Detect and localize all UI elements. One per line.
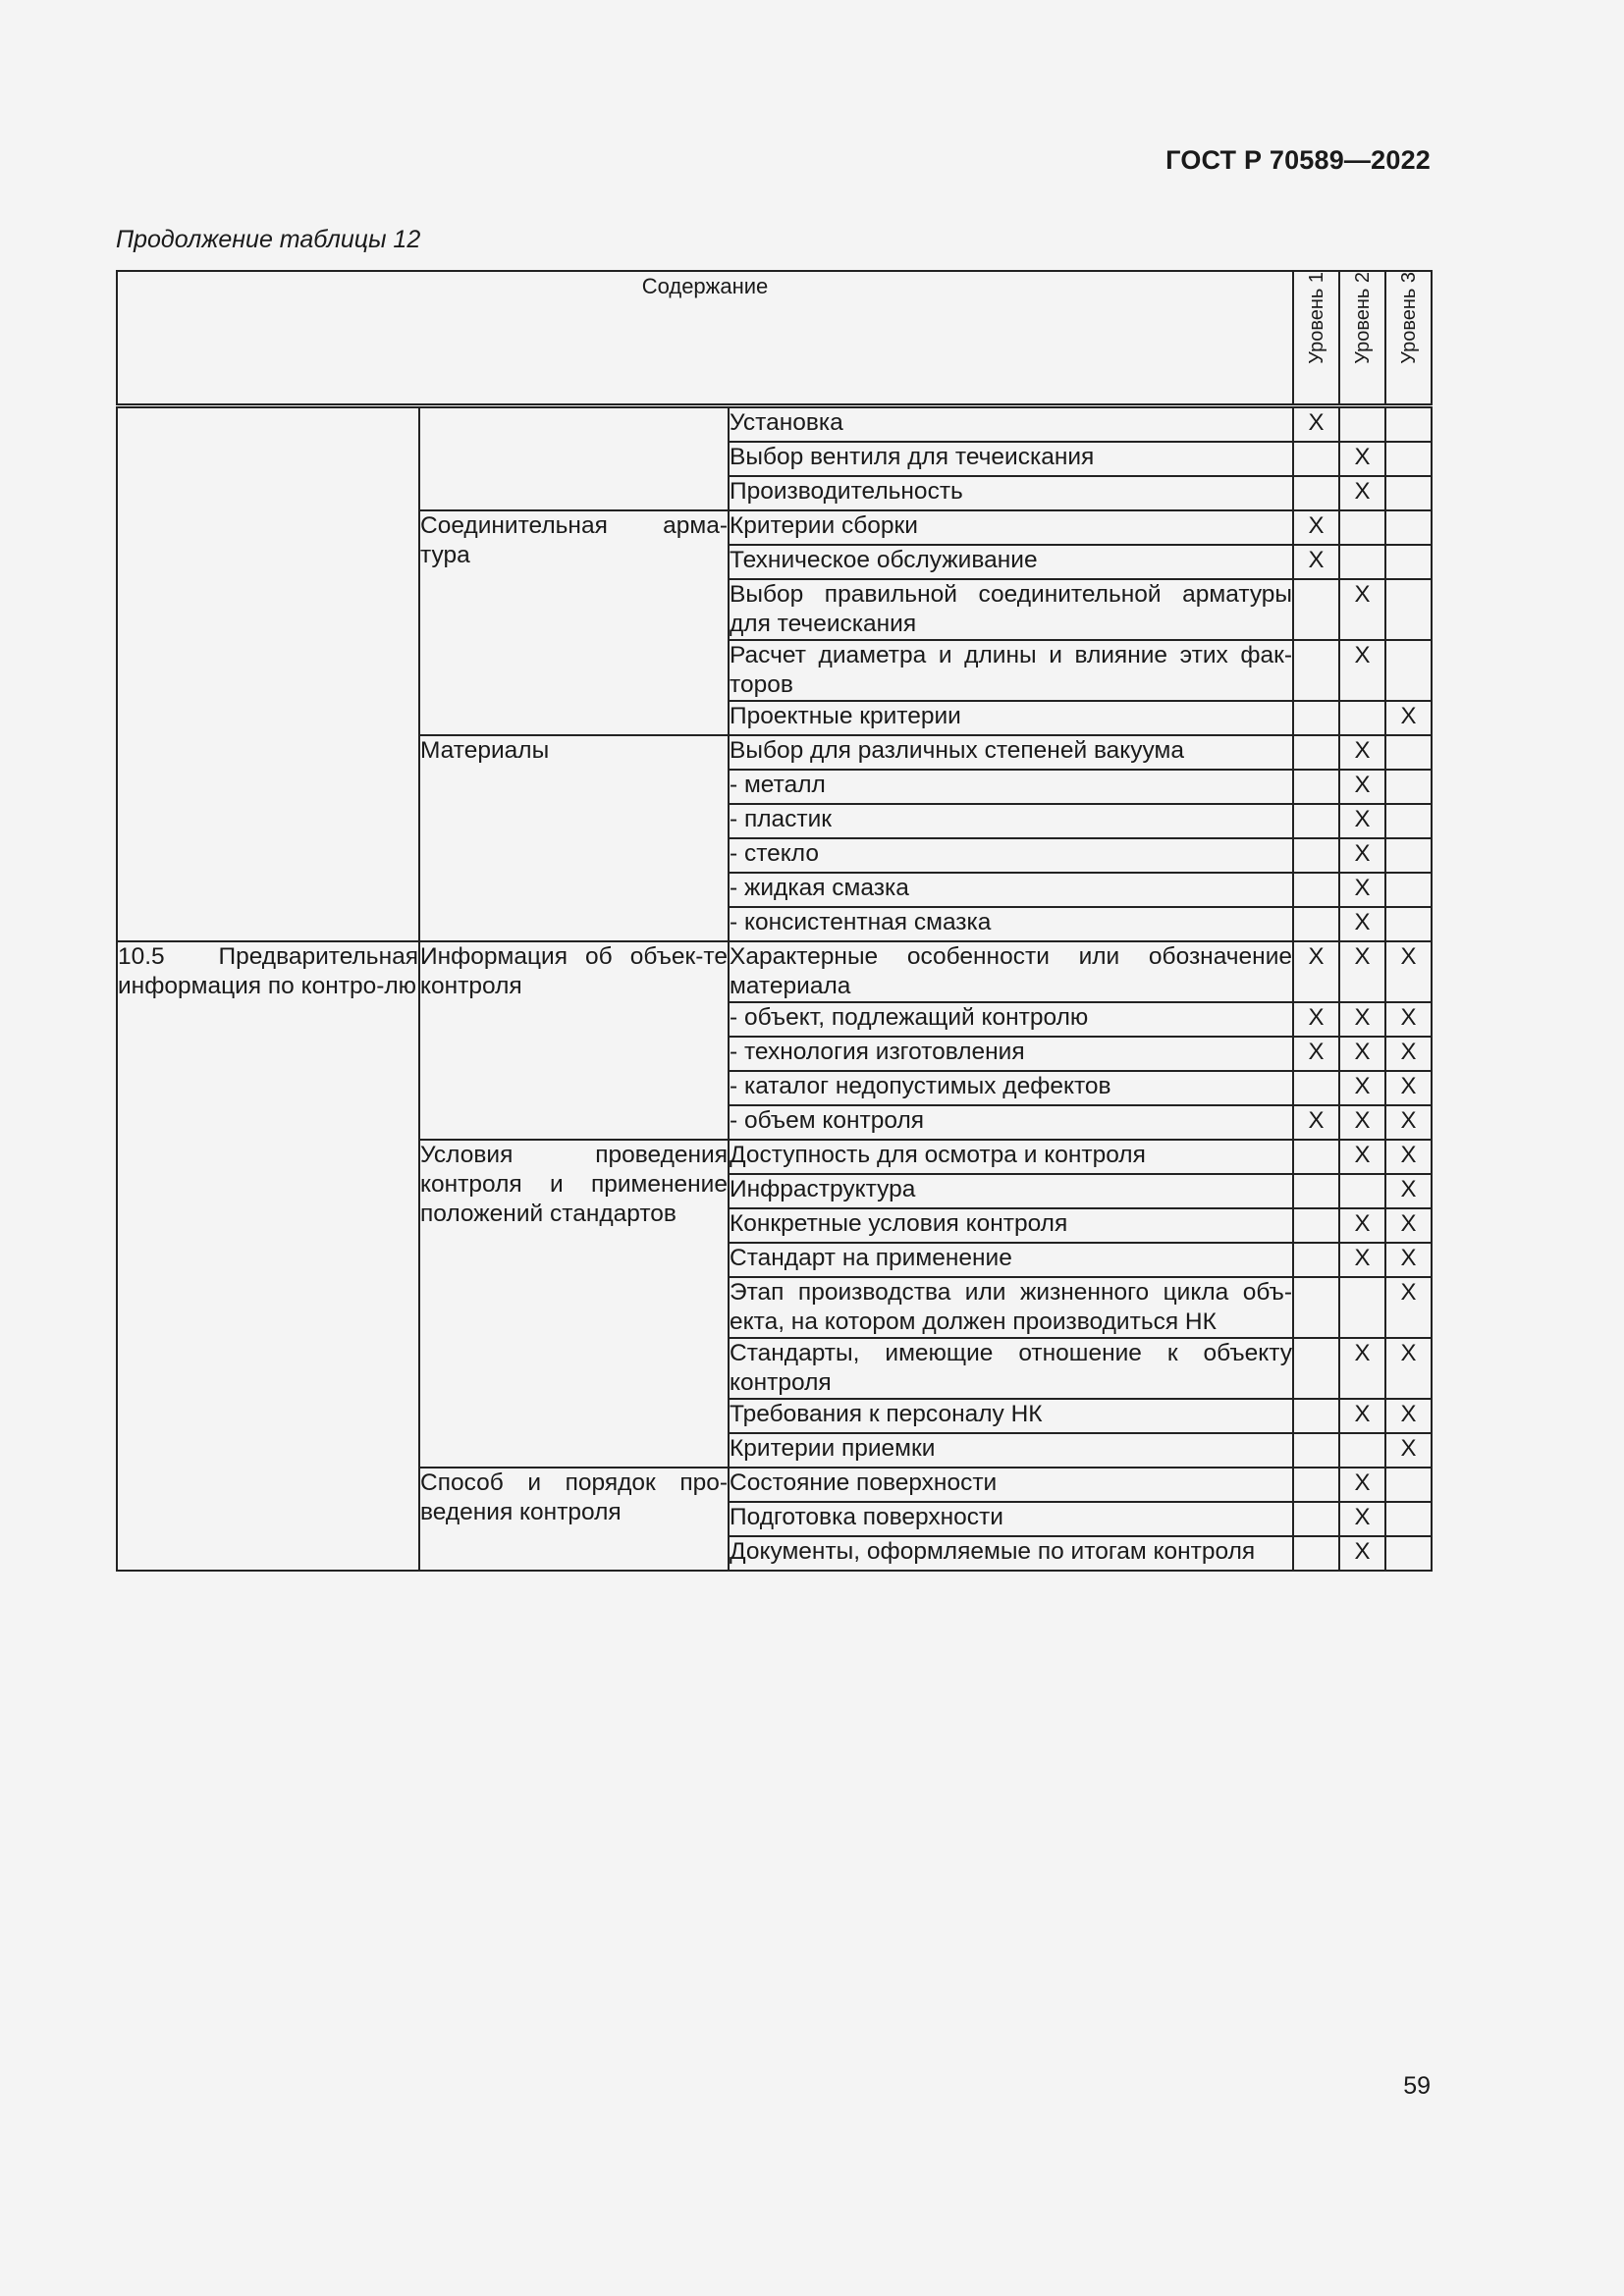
level-2-mark: X: [1339, 1037, 1385, 1071]
table-row: [117, 941, 1432, 1002]
item-cell: Критерии приемки: [729, 1433, 1293, 1468]
level-3-mark: [1385, 545, 1432, 579]
level-2-mark: [1339, 406, 1385, 443]
level-1-mark: [1293, 735, 1339, 770]
item-cell: Стандарты, имеющие отношение к объекту контроля: [729, 1338, 1293, 1399]
level-2-mark: X: [1339, 1105, 1385, 1140]
level-2-mark: X: [1339, 442, 1385, 476]
section-cell: 10.5 Предварительная информация по контро-лю: [117, 941, 419, 1571]
level-2-mark: [1339, 701, 1385, 735]
level-3-mark: X: [1385, 1433, 1432, 1468]
level-2-mark: X: [1339, 735, 1385, 770]
level-2-mark: X: [1339, 1002, 1385, 1037]
item-cell: Выбор для различных степеней вакуума: [729, 735, 1293, 770]
level-1-mark: X: [1293, 1002, 1339, 1037]
level-1-mark: X: [1293, 1105, 1339, 1140]
level-1-mark: [1293, 1140, 1339, 1174]
level-3-mark: X: [1385, 941, 1432, 1002]
level-1-mark: [1293, 838, 1339, 873]
level-3-mark: [1385, 640, 1432, 701]
level-3-mark: X: [1385, 1338, 1432, 1399]
content-table: [116, 270, 1433, 1572]
item-cell: Критерии сборки: [729, 510, 1293, 545]
item-cell: - стекло: [729, 838, 1293, 873]
level-3-mark: X: [1385, 1277, 1432, 1338]
item-cell: Подготовка поверхности: [729, 1502, 1293, 1536]
level-2-mark: [1339, 545, 1385, 579]
level-2-mark: X: [1339, 907, 1385, 941]
level-2-mark: [1339, 510, 1385, 545]
level-3-mark: X: [1385, 1140, 1432, 1174]
item-cell: Требования к персоналу НК: [729, 1399, 1293, 1433]
level-2-mark: X: [1339, 1208, 1385, 1243]
level-1-mark: X: [1293, 1037, 1339, 1071]
level-1-mark: [1293, 770, 1339, 804]
level-1-mark: [1293, 1468, 1339, 1502]
level-2-mark: [1339, 1174, 1385, 1208]
subsection-cell: Условия проведения контроля и применение положений стандартов: [419, 1140, 729, 1468]
level-3-mark: [1385, 579, 1432, 640]
item-cell: Техническое обслуживание: [729, 545, 1293, 579]
level-3-mark: X: [1385, 1243, 1432, 1277]
level-1-mark: [1293, 1174, 1339, 1208]
level-3-mark: [1385, 838, 1432, 873]
item-cell: - технология изготовления: [729, 1037, 1293, 1071]
level-3-mark: X: [1385, 1037, 1432, 1071]
level-1-mark: [1293, 1399, 1339, 1433]
item-cell: Состояние поверхности: [729, 1468, 1293, 1502]
level-3-mark: X: [1385, 1071, 1432, 1105]
level-2-mark: X: [1339, 1243, 1385, 1277]
level-2-mark: X: [1339, 640, 1385, 701]
level-1-mark: [1293, 873, 1339, 907]
header-content: Содержание: [117, 271, 1293, 406]
subsection-cell: Информация об объек-те контроля: [419, 941, 729, 1140]
level-3-mark: [1385, 1502, 1432, 1536]
level-3-mark: X: [1385, 1174, 1432, 1208]
level-2-mark: X: [1339, 873, 1385, 907]
level-1-mark: X: [1293, 545, 1339, 579]
item-cell: Выбор правильной соединительной арматуры для течеискания: [729, 579, 1293, 640]
level-2-mark: X: [1339, 1071, 1385, 1105]
level-2-mark: X: [1339, 1468, 1385, 1502]
header-level-1: Уровень 1: [1293, 271, 1339, 406]
level-3-mark: [1385, 907, 1432, 941]
subsection-cell: Соединительная арма-тура: [419, 510, 729, 735]
item-cell: Характерные особенности или обозначение материала: [729, 941, 1293, 1002]
level-2-mark: X: [1339, 476, 1385, 510]
level-3-mark: [1385, 770, 1432, 804]
level-3-mark: X: [1385, 701, 1432, 735]
item-cell: - объект, подлежащий контролю: [729, 1002, 1293, 1037]
item-cell: - металл: [729, 770, 1293, 804]
item-cell: Инфраструктура: [729, 1174, 1293, 1208]
level-1-mark: [1293, 579, 1339, 640]
level-1-mark: X: [1293, 406, 1339, 443]
level-1-mark: [1293, 1502, 1339, 1536]
level-2-mark: X: [1339, 1536, 1385, 1571]
level-2-mark: X: [1339, 838, 1385, 873]
level-3-mark: [1385, 735, 1432, 770]
table-header-row: [117, 271, 1432, 406]
level-3-mark: [1385, 873, 1432, 907]
level-1-mark: [1293, 1208, 1339, 1243]
item-cell: Расчет диаметра и длины и влияние этих фак-торов: [729, 640, 1293, 701]
level-1-mark: [1293, 1338, 1339, 1399]
level-3-mark: X: [1385, 1002, 1432, 1037]
item-cell: Стандарт на применение: [729, 1243, 1293, 1277]
item-cell: - жидкая смазка: [729, 873, 1293, 907]
level-3-mark: [1385, 1536, 1432, 1571]
level-1-mark: [1293, 1071, 1339, 1105]
level-1-mark: [1293, 1243, 1339, 1277]
level-2-mark: X: [1339, 804, 1385, 838]
level-1-mark: [1293, 476, 1339, 510]
level-3-mark: X: [1385, 1208, 1432, 1243]
level-1-mark: [1293, 1277, 1339, 1338]
level-2-mark: X: [1339, 770, 1385, 804]
level-2-mark: X: [1339, 1399, 1385, 1433]
table-row: [117, 406, 1432, 443]
level-1-mark: X: [1293, 510, 1339, 545]
item-cell: - объем контроля: [729, 1105, 1293, 1140]
item-cell: Установка: [729, 406, 1293, 443]
subsection-cell: Материалы: [419, 735, 729, 941]
level-1-mark: [1293, 1536, 1339, 1571]
header-level-2: Уровень 2: [1339, 271, 1385, 406]
level-3-mark: [1385, 510, 1432, 545]
level-1-mark: X: [1293, 941, 1339, 1002]
level-1-mark: [1293, 1433, 1339, 1468]
level-1-mark: [1293, 907, 1339, 941]
item-cell: Доступность для осмотра и контроля: [729, 1140, 1293, 1174]
level-3-mark: [1385, 406, 1432, 443]
table-caption: Продолжение таблицы 12: [116, 226, 421, 253]
subsection-cell: [419, 406, 729, 511]
level-2-mark: [1339, 1433, 1385, 1468]
level-1-mark: [1293, 701, 1339, 735]
item-cell: - каталог недопустимых дефектов: [729, 1071, 1293, 1105]
level-3-mark: [1385, 804, 1432, 838]
level-3-mark: X: [1385, 1399, 1432, 1433]
level-1-mark: [1293, 442, 1339, 476]
document-standard-number: ГОСТ Р 70589—2022: [1165, 145, 1431, 175]
header-level-3: Уровень 3: [1385, 271, 1432, 406]
level-2-mark: X: [1339, 1140, 1385, 1174]
item-cell: Проектные критерии: [729, 701, 1293, 735]
page-number: 59: [1403, 2072, 1431, 2100]
subsection-cell: Способ и порядок про-ведения контроля: [419, 1468, 729, 1571]
level-2-mark: X: [1339, 579, 1385, 640]
level-3-mark: [1385, 476, 1432, 510]
item-cell: Производительность: [729, 476, 1293, 510]
item-cell: - консистентная смазка: [729, 907, 1293, 941]
level-2-mark: X: [1339, 1338, 1385, 1399]
item-cell: - пластик: [729, 804, 1293, 838]
level-1-mark: [1293, 640, 1339, 701]
item-cell: Документы, оформляемые по итогам контроля: [729, 1536, 1293, 1571]
section-cell: [117, 406, 419, 942]
item-cell: Выбор вентиля для течеискания: [729, 442, 1293, 476]
level-3-mark: [1385, 1468, 1432, 1502]
item-cell: Конкретные условия контроля: [729, 1208, 1293, 1243]
level-3-mark: X: [1385, 1105, 1432, 1140]
level-2-mark: X: [1339, 1502, 1385, 1536]
level-3-mark: [1385, 442, 1432, 476]
level-2-mark: X: [1339, 941, 1385, 1002]
level-2-mark: [1339, 1277, 1385, 1338]
level-1-mark: [1293, 804, 1339, 838]
item-cell: Этап производства или жизненного цикла объ-екта, на котором должен производиться НК: [729, 1277, 1293, 1338]
